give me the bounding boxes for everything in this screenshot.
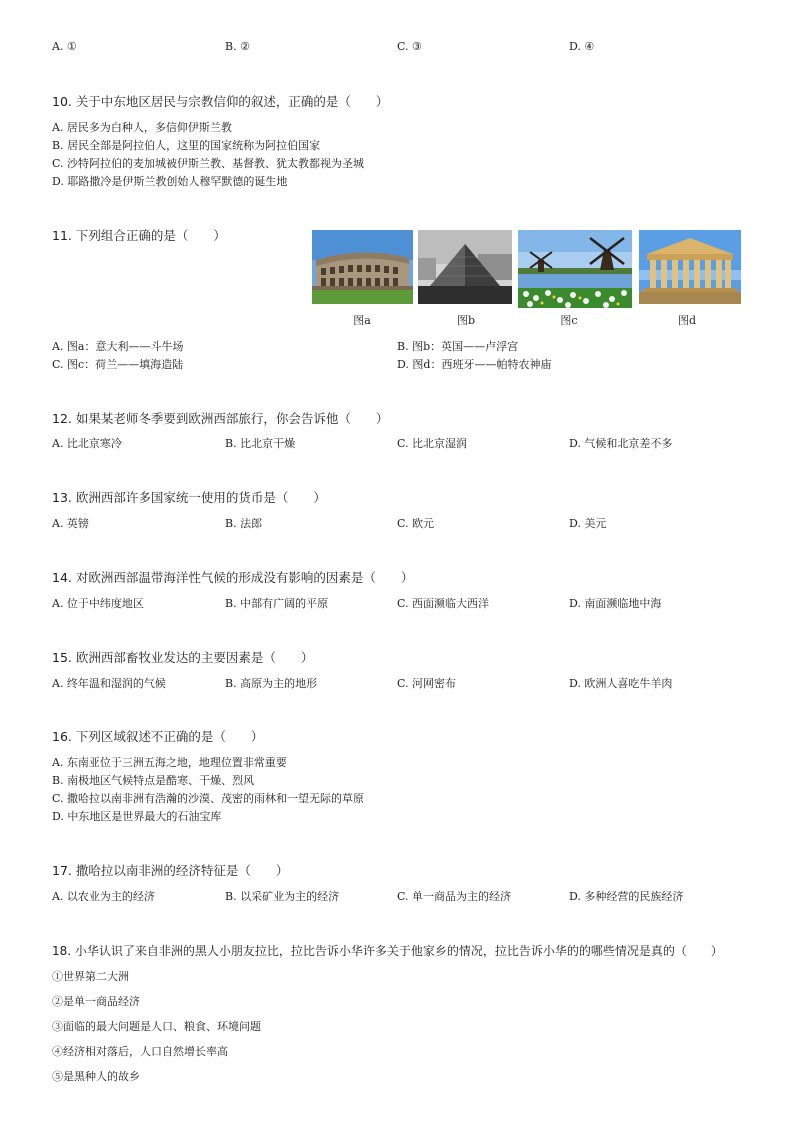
q17-stem: 17. 撒哈拉以南非洲的经济特征是（ ） bbox=[52, 863, 289, 878]
q9-option-a: A. ① bbox=[52, 40, 77, 53]
q12-option-d: D. 气候和北京差不多 bbox=[569, 437, 673, 450]
q18-item-5: ⑤是黑种人的故乡 bbox=[52, 1070, 140, 1083]
q15-stem: 15. 欧洲西部畜牧业发达的主要因素是（ ） bbox=[52, 650, 314, 665]
q17-option-a: A. 以农业为主的经济 bbox=[52, 890, 155, 903]
q11-option-c: C. 图c：荷兰——填海造陆 bbox=[52, 358, 184, 371]
colosseum-image bbox=[312, 230, 413, 304]
caption-a: 图a bbox=[353, 314, 371, 327]
q16-option-b: B. 南极地区气候特点是酷寒、干燥、烈风 bbox=[52, 774, 255, 787]
q18-item-4: ④经济相对落后，人口自然增长率高 bbox=[52, 1045, 228, 1058]
parthenon-image bbox=[639, 230, 741, 304]
caption-d: 图d bbox=[677, 314, 697, 327]
q17-option-d: D. 多种经营的民族经济 bbox=[569, 890, 684, 903]
q14-option-b: B. 中部有广阔的平原 bbox=[225, 597, 329, 610]
q14-stem: 14. 对欧洲西部温带海洋性气候的形成没有影响的因素是（ ） bbox=[52, 570, 414, 585]
q11-option-d: D. 图d：西班牙——帕特农神庙 bbox=[397, 358, 552, 371]
q14-option-c: C. 西面濒临大西洋 bbox=[397, 597, 490, 610]
q16-option-a: A. 东南亚位于三洲五海之地，地理位置非常重要 bbox=[52, 756, 287, 769]
q12-option-b: B. 比北京干燥 bbox=[225, 437, 296, 450]
q9-option-c: C. ③ bbox=[397, 40, 422, 53]
q16-option-d: D. 中东地区是世界最大的石油宝库 bbox=[52, 810, 222, 823]
q15-option-d: D. 欧洲人喜吃牛羊肉 bbox=[569, 677, 673, 690]
louvre-pyramid-image bbox=[418, 230, 512, 304]
q11-option-a: A. 图a：意大利——斗牛场 bbox=[52, 340, 184, 353]
q15-option-c: C. 河网密布 bbox=[397, 677, 457, 690]
q13-stem: 13. 欧洲西部许多国家统一使用的货币是（ ） bbox=[52, 490, 326, 505]
q9-option-d: D. ④ bbox=[569, 40, 595, 53]
q12-option-c: C. 比北京湿润 bbox=[397, 437, 468, 450]
q18-item-2: ②是单一商品经济 bbox=[52, 995, 140, 1008]
q10-option-b: B. 居民全部是阿拉伯人，这里的国家统称为阿拉伯国家 bbox=[52, 139, 321, 152]
caption-c: 图c bbox=[560, 314, 578, 327]
q16-option-c: C. 撒哈拉以南非洲有浩瀚的沙漠、茂密的雨林和一望无际的草原 bbox=[52, 792, 365, 805]
q13-option-a: A. 英镑 bbox=[52, 517, 89, 530]
q17-option-c: C. 单一商品为主的经济 bbox=[397, 890, 512, 903]
q11-stem: 11. 下列组合正确的是（ ） bbox=[52, 228, 226, 243]
q9-option-b: B. ② bbox=[225, 40, 250, 53]
q14-option-d: D. 南面濒临地中海 bbox=[569, 597, 662, 610]
q13-option-c: C. 欧元 bbox=[397, 517, 435, 530]
q17-option-b: B. 以采矿业为主的经济 bbox=[225, 890, 340, 903]
q11-option-b: B. 图b：英国——卢浮宫 bbox=[397, 340, 519, 353]
q12-option-a: A. 比北京寒冷 bbox=[52, 437, 122, 450]
q18-stem: 18. 小华认识了来自非洲的黑人小朋友拉比，拉比告诉小华许多关于他家乡的情况，拉比告诉小华的的哪些情况是真的（ ） bbox=[52, 944, 723, 958]
q10-option-d: D. 耶路撒冷是伊斯兰教创始人穆罕默德的诞生地 bbox=[52, 175, 288, 188]
caption-b: 图b bbox=[456, 314, 476, 327]
q13-option-d: D. 美元 bbox=[569, 517, 607, 530]
q15-option-b: B. 高原为主的地形 bbox=[225, 677, 318, 690]
windmills-image bbox=[518, 230, 632, 308]
q10-option-a: A. 居民多为白种人，多信仰伊斯兰教 bbox=[52, 121, 232, 134]
q10-option-c: C. 沙特阿拉伯的麦加城被伊斯兰教、基督教、犹太教都视为圣城 bbox=[52, 157, 365, 170]
q18-item-1: ①世界第二大洲 bbox=[52, 970, 129, 983]
q10-stem: 10. 关于中东地区居民与宗教信仰的叙述，正确的是（ ） bbox=[52, 94, 389, 109]
q18-item-3: ③面临的最大问题是人口、粮食、环境问题 bbox=[52, 1020, 261, 1033]
q12-stem: 12. 如果某老师冬季要到欧洲西部旅行，你会告诉他（ ） bbox=[52, 411, 389, 426]
q15-option-a: A. 终年温和湿润的气候 bbox=[52, 677, 166, 690]
q16-stem: 16. 下列区域叙述不正确的是（ ） bbox=[52, 729, 264, 744]
q13-option-b: B. 法郎 bbox=[225, 517, 263, 530]
q14-option-a: A. 位于中纬度地区 bbox=[52, 597, 144, 610]
